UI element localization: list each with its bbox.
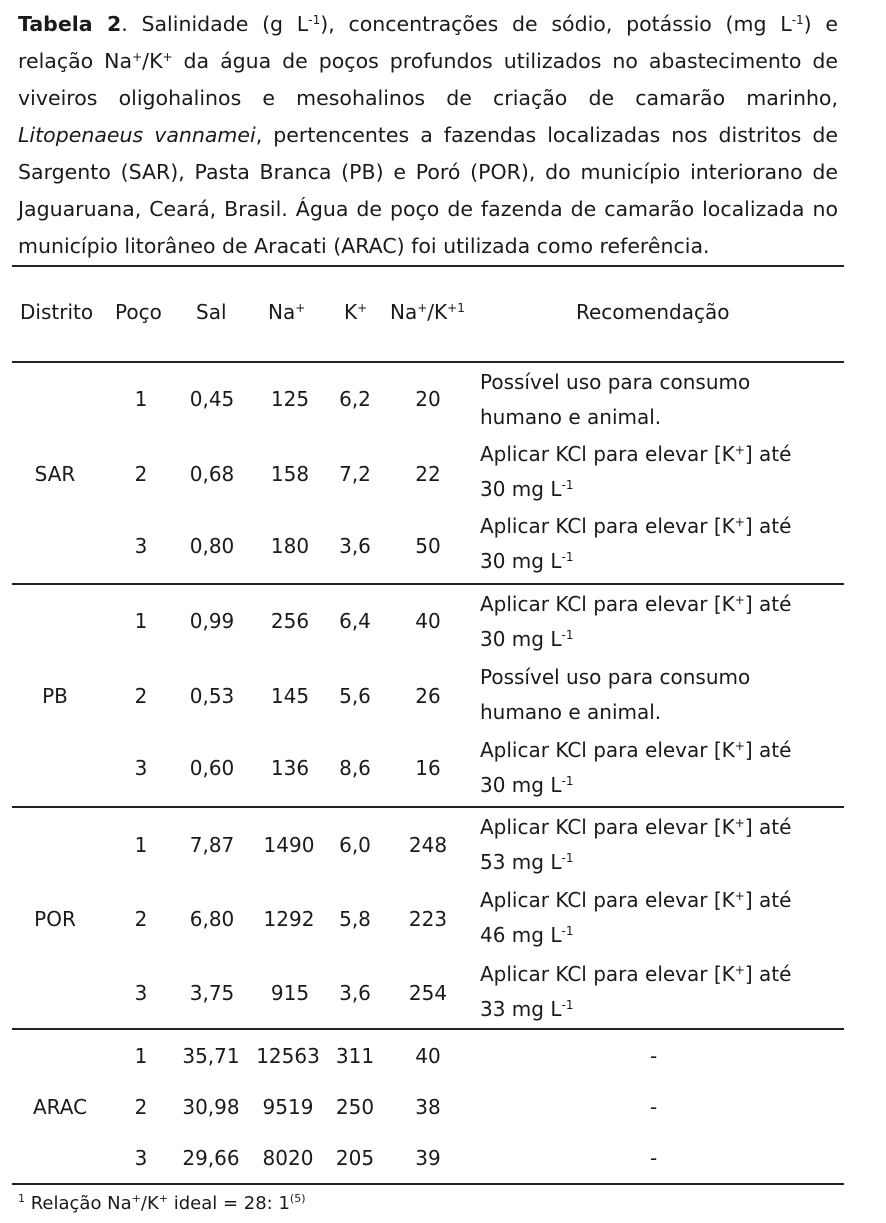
ratio-cell: 22	[415, 462, 441, 486]
ratio-cell: 39	[415, 1146, 441, 1170]
recommendation-empty: -	[650, 1044, 658, 1068]
poco-cell: 3	[134, 981, 148, 1005]
sal-cell: 30,98	[182, 1095, 240, 1119]
header-sal: Sal	[196, 300, 227, 324]
na-cell: 145	[270, 684, 310, 708]
header-k: K+	[344, 300, 368, 324]
distrito-cell: SAR	[34, 462, 76, 486]
na-cell: 8020	[262, 1146, 314, 1170]
table-bottom-rule	[12, 1183, 844, 1185]
group-rule	[12, 583, 844, 585]
na-cell: 136	[270, 756, 310, 780]
k-cell: 250	[335, 1095, 375, 1119]
recommendation-cell: Possível uso para consumo humano e animal.	[480, 370, 751, 429]
k-cell: 5,8	[339, 907, 371, 931]
ratio-cell: 38	[415, 1095, 441, 1119]
na-cell: 180	[270, 534, 310, 558]
table-footnote: $^1$ Relação Na+/K+ ideal = 28: 1$^{(5)}$	[18, 1192, 306, 1214]
recommendation-cell: Aplicar KCl para elevar [K+] até 46 mg $L^{-1}$	[480, 888, 792, 947]
ratio-cell: 20	[415, 387, 441, 411]
na-cell: 125	[270, 387, 310, 411]
poco-cell: 2	[134, 684, 148, 708]
na-cell: 915	[270, 981, 310, 1005]
poco-cell: 1	[134, 609, 148, 633]
sal-cell: 0,45	[189, 387, 235, 411]
k-cell: 5,6	[339, 684, 371, 708]
recommendation-cell: Aplicar KCl para elevar [K+] até 30 mg $L^{-1}$	[480, 514, 792, 573]
recommendation-cell: Aplicar KCl para elevar [K+] até 53 mg $L^{-1}$	[480, 815, 792, 874]
species-name: Litopenaeus vannamei	[18, 123, 256, 147]
na-cell: 1490	[263, 833, 315, 857]
k-cell: 6,2	[339, 387, 371, 411]
ratio-cell: 223	[408, 907, 448, 931]
k-cell: 205	[335, 1146, 375, 1170]
na-cell: 1292	[263, 907, 315, 931]
poco-cell: 2	[134, 907, 148, 931]
recommendation-cell: Aplicar KCl para elevar [K+] até 33 mg $L^{-1}$	[480, 962, 792, 1021]
table-caption: Tabela 2. Salinidade (g $L^{-1}$), concentrações de sódio, potássio (mg $L^{-1}$) e relação Na+/K+ da água de poços profundos utilizados no abastecimento de viveiros oligohalinos e mesohalinos de criação de camarão marinho, Litopenaeus vannamei, pertencentes a fazendas localizadas nos distritos de Sargento (SAR), Pasta Branca (PB) e Poró (POR), do município interiorano de Jaguaruana, Ceará, Brasil. Água de poço de fazenda de camarão localizada no município litorâneo de Aracati (ARAC) foi utilizada como referência.	[18, 12, 839, 258]
header-rule	[12, 361, 844, 363]
recommendation-empty: -	[650, 1095, 658, 1119]
ratio-cell: 50	[415, 534, 441, 558]
sal-cell: 29,66	[182, 1146, 240, 1170]
na-cell: 9519	[262, 1095, 314, 1119]
sal-cell: 0,80	[189, 534, 235, 558]
recommendation-cell: Aplicar KCl para elevar [K+] até 30 mg $L^{-1}$	[480, 592, 792, 651]
ratio-cell: 248	[408, 833, 448, 857]
header-distrito: Distrito	[20, 300, 94, 324]
sal-cell: 0,99	[189, 609, 235, 633]
distrito-cell: POR	[34, 907, 76, 931]
header-na: Na+	[268, 300, 306, 324]
ratio-cell: 254	[408, 981, 448, 1005]
ratio-cell: 26	[415, 684, 441, 708]
ratio-cell: 40	[415, 1044, 441, 1068]
k-cell: 3,6	[339, 534, 371, 558]
header-na-k-ratio: $Na^+/K^{+1}$	[390, 300, 465, 324]
ratio-cell: 16	[415, 756, 441, 780]
recommendation-cell: Aplicar KCl para elevar [K+] até 30 mg $L^{-1}$	[480, 442, 792, 501]
k-cell: 311	[335, 1044, 375, 1068]
ratio-cell: 40	[415, 609, 441, 633]
na-cell: 256	[270, 609, 310, 633]
sal-cell: 6,80	[189, 907, 235, 931]
poco-cell: 1	[134, 833, 148, 857]
k-cell: 7,2	[339, 462, 371, 486]
k-cell: 8,6	[339, 756, 371, 780]
group-rule	[12, 806, 844, 808]
poco-cell: 1	[134, 387, 148, 411]
k-cell: 3,6	[339, 981, 371, 1005]
table-label: Tabela 2	[18, 12, 122, 36]
poco-cell: 3	[134, 534, 148, 558]
group-rule	[12, 1028, 844, 1030]
sal-cell: 0,60	[189, 756, 235, 780]
sal-cell: 35,71	[182, 1044, 240, 1068]
poco-cell: 3	[134, 1146, 148, 1170]
sal-cell: 7,87	[189, 833, 235, 857]
na-cell: 12563	[256, 1044, 320, 1068]
k-cell: 6,4	[339, 609, 371, 633]
sal-cell: 3,75	[189, 981, 235, 1005]
sal-cell: 0,68	[189, 462, 235, 486]
header-recomendacao: Recomendação	[576, 300, 730, 324]
poco-cell: 3	[134, 756, 148, 780]
table-top-rule	[12, 265, 844, 267]
distrito-cell: ARAC	[32, 1095, 88, 1119]
poco-cell: 2	[134, 462, 148, 486]
header-poco: Poço	[115, 300, 162, 324]
sal-cell: 0,53	[189, 684, 235, 708]
k-cell: 6,0	[339, 833, 371, 857]
distrito-cell: PB	[42, 684, 68, 708]
recommendation-cell: Aplicar KCl para elevar [K+] até 30 mg $L^{-1}$	[480, 738, 792, 797]
na-cell: 158	[270, 462, 310, 486]
recommendation-empty: -	[650, 1146, 658, 1170]
poco-cell: 1	[134, 1044, 148, 1068]
poco-cell: 2	[134, 1095, 148, 1119]
recommendation-cell: Possível uso para consumo humano e animal.	[480, 665, 751, 724]
